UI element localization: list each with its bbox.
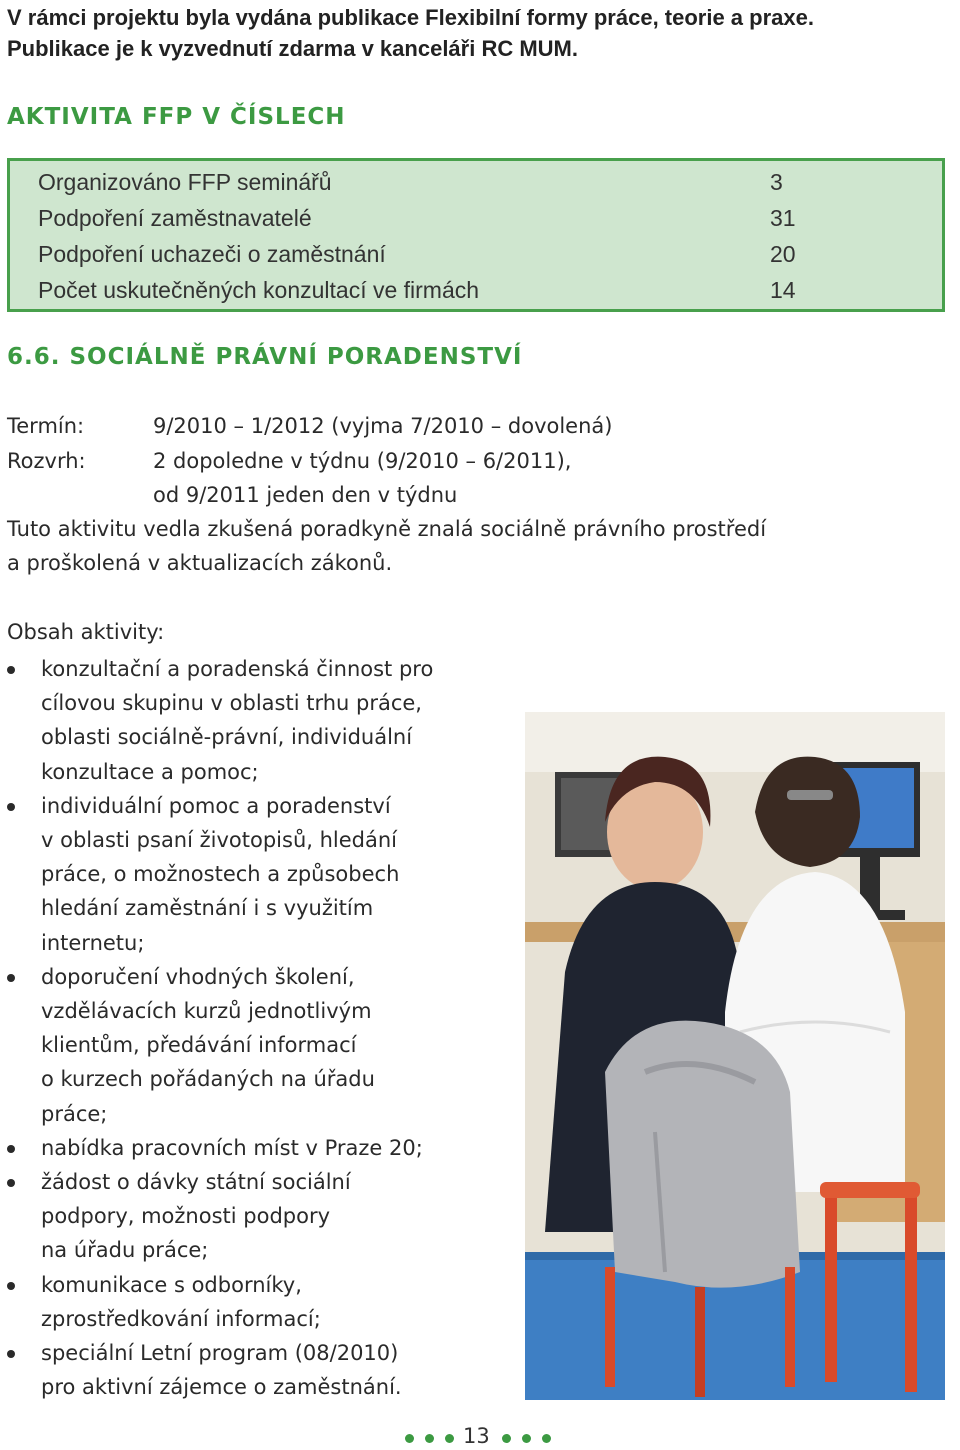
- stats-row-value: 20: [770, 241, 796, 267]
- list-item: [7, 652, 507, 789]
- page-number: 13: [463, 1424, 490, 1448]
- bullet-icon: [7, 1145, 15, 1153]
- stats-row: [10, 201, 942, 237]
- stats-row-label: Podpoření uchazeči o zaměstnání: [38, 241, 386, 267]
- activity-list: [7, 652, 507, 1404]
- rozvrh-label: Rozvrh:: [7, 449, 86, 473]
- section-heading: 6.6. SOCIÁLNĚ PRÁVNÍ PORADENSTVÍ: [7, 344, 523, 370]
- list-item-text: nabídka pracovních míst v Praze 20;: [41, 1135, 423, 1160]
- stats-row: [10, 237, 942, 273]
- list-item-text: individuální pomoc a poradenství v oblasti psaní životopisů, hledání práce, o možnostech a způsobech hledání zaměstnání i s využitím internetu;: [41, 793, 400, 955]
- bullet-icon: [7, 974, 15, 982]
- list-item: [7, 1268, 507, 1336]
- stats-row-label: Podpoření zaměstnavatelé: [38, 205, 312, 231]
- description-line-2: a proškolená v aktualizacích zákonů.: [7, 551, 393, 575]
- termin-label: Termín:: [7, 414, 85, 438]
- list-item: [7, 1336, 507, 1404]
- termin-value: 9/2010 – 1/2012 (vyjma 7/2010 – dovolená): [153, 414, 613, 438]
- counseling-photo: [525, 712, 945, 1400]
- bullet-icon: [7, 1350, 15, 1358]
- rozvrh-value-2: od 9/2011 jeden den v týdnu: [153, 483, 458, 507]
- footer-dot-icon: [445, 1434, 454, 1443]
- stats-row-value: 3: [770, 169, 783, 195]
- bullet-icon: [7, 1282, 15, 1290]
- description-line-1: Tuto aktivitu vedla zkušená poradkyně znalá sociálně právního prostředí: [7, 517, 767, 541]
- page-footer: [0, 1422, 960, 1450]
- bullet-icon: [7, 1179, 15, 1187]
- stats-table: [7, 158, 945, 312]
- intro-line-1: V rámci projektu byla vydána publikace Flexibilní formy práce, teorie a praxe.: [7, 5, 814, 30]
- stats-row-value: 14: [770, 277, 796, 303]
- footer-dot-icon: [502, 1434, 511, 1443]
- obsah-label: Obsah aktivity:: [7, 620, 165, 644]
- list-item-text: speciální Letní program (08/2010) pro aktivní zájemce o zaměstnání.: [41, 1341, 402, 1400]
- photo-illustration: [525, 712, 945, 1400]
- list-item-text: doporučení vhodných školení, vzdělávacích kurzů jednotlivým klientům, předávání informací o kurzech pořádaných na úřadu práce;: [41, 964, 375, 1126]
- list-item: [7, 1131, 507, 1165]
- footer-dot-icon: [542, 1434, 551, 1443]
- stats-row-value: 31: [770, 205, 796, 231]
- stats-row: [10, 273, 942, 309]
- list-item: [7, 1165, 507, 1268]
- list-item-text: žádost o dávky státní sociální podpory, možnosti podpory na úřadu práce;: [41, 1170, 351, 1263]
- footer-dot-icon: [522, 1434, 531, 1443]
- footer-dot-icon: [425, 1434, 434, 1443]
- intro-line-2: Publikace je k vyzvednutí zdarma v kanceláři RC MUM.: [7, 36, 578, 61]
- stats-row-label: Organizováno FFP seminářů: [38, 169, 332, 195]
- stats-row: [10, 165, 942, 201]
- stats-heading: AKTIVITA FFP V ČÍSLECH: [7, 104, 346, 130]
- intro-paragraph: [7, 2, 947, 64]
- bullet-icon: [7, 803, 15, 811]
- stats-row-label: Počet uskutečněných konzultací ve firmách: [38, 277, 480, 303]
- list-item-text: konzultační a poradenská činnost pro cílovou skupinu v oblasti trhu práce, oblasti sociálně-právní, individuální konzultace a pomoc;: [41, 657, 434, 784]
- list-item: [7, 960, 507, 1131]
- footer-dot-icon: [405, 1434, 414, 1443]
- rozvrh-value-1: 2 dopoledne v týdnu (9/2010 – 6/2011),: [153, 449, 572, 473]
- list-item: [7, 789, 507, 960]
- list-item-text: komunikace s odborníky, zprostředkování informací;: [41, 1272, 321, 1331]
- bullet-icon: [7, 666, 15, 674]
